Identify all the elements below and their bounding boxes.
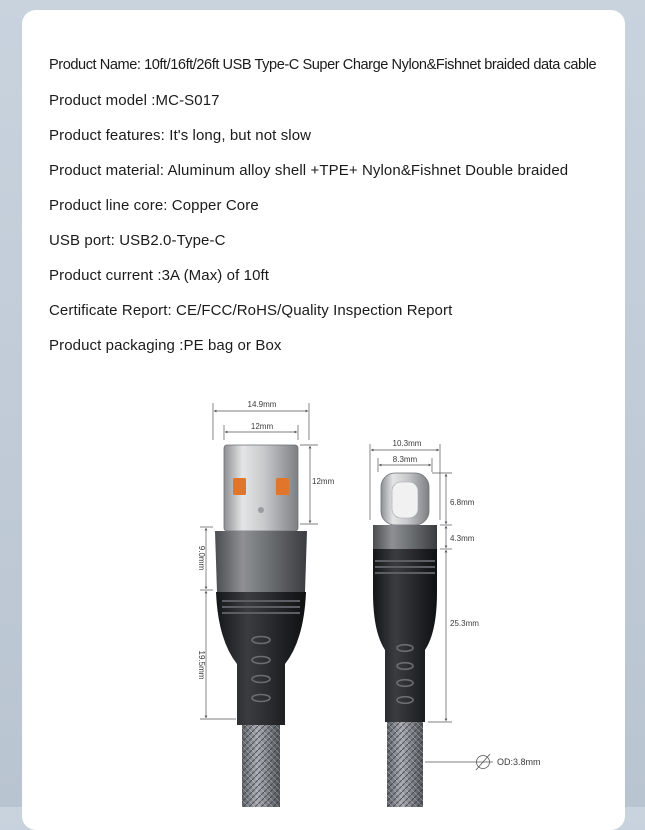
spec-product-current: Product current :3A (Max) of 10ft	[49, 267, 270, 284]
dim-type-c-boot-length: 25.3mm	[450, 619, 479, 628]
spec-packaging: Product packaging :PE bag or Box	[49, 337, 282, 354]
dim-usb-a-width-outer: 14.9mm	[247, 400, 277, 409]
cable-dimension-diagram	[0, 380, 645, 807]
dim-usb-a-plug-length: 12mm	[312, 477, 335, 486]
dim-type-c-plug-length: 6.8mm	[450, 498, 475, 507]
dim-type-c-shell-length: 4.3mm	[450, 534, 475, 543]
dim-usb-a-width-inner: 12mm	[250, 422, 274, 431]
spec-product-name: Product Name: 10ft/16ft/26ft USB Type-C Super Charge Nylon&Fishnet braided data cable	[49, 57, 597, 73]
spec-product-model: Product model :MC-S017	[49, 92, 220, 109]
dim-usb-a-shell-length: 9.0mm	[197, 545, 206, 571]
spec-line-core: Product line core: Copper Core	[49, 197, 259, 214]
diameter-icon	[425, 754, 493, 770]
usb-a-connector	[215, 445, 307, 807]
spec-certificate-report: Certificate Report: CE/FCC/RoHS/Quality Inspection Report	[49, 302, 453, 319]
dim-usb-a-boot-length: 19.5mm	[197, 650, 206, 680]
dim-type-c-width-outer: 10.3mm	[392, 439, 422, 448]
dim-cable-od: OD:3.8mm	[497, 757, 541, 767]
spec-usb-port: USB port: USB2.0-Type-C	[49, 232, 226, 249]
spec-product-material: Product material: Aluminum alloy shell +TPE+ Nylon&Fishnet Double braided	[49, 162, 569, 179]
spec-product-features: Product features: It's long, but not slow	[49, 127, 312, 144]
dim-type-c-width-inner: 8.3mm	[392, 455, 418, 464]
type-c-connector	[373, 473, 437, 807]
